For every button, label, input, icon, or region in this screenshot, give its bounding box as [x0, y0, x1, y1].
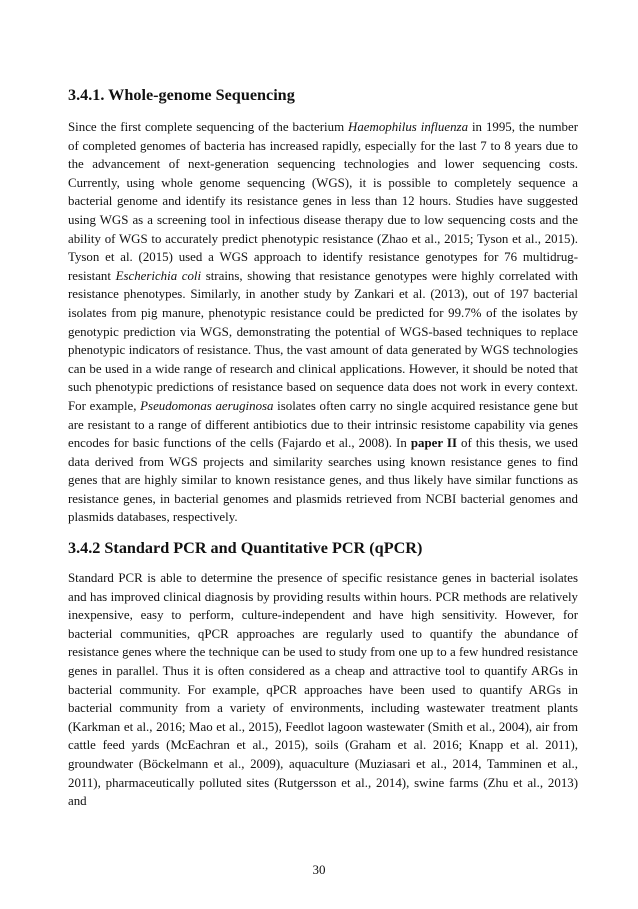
section-heading-pcr: 3.4.2 Standard PCR and Quantitative PCR (qPCR)	[68, 539, 423, 558]
text-run: of this thesis, we used data derived from WGS projects and similarity searches using known resistance genes to find genes that are highly similar to known resistance genes, and thus likely have similar functions as resistance genes, in bacterial genomes and plasmids retrieved from NCBI bacterial genomes and plasmids databases, respectively.	[68, 436, 578, 525]
section-heading-whole-genome-sequencing: 3.4.1. Whole-genome Sequencing	[68, 86, 295, 104]
species-name-haemophilus: Haemophilus influenza	[348, 120, 469, 134]
text-run: Since the first complete sequencing of the bacterium	[68, 120, 349, 134]
text-run: strains, showing that resistance genotypes were highly correlated with resistance phenotypes. Similarly, in another study by Zankari et al. (2013), out of 197 bacterial isolates from pig manure, phenotypic resistance could be predicted for 99.7% of the isolates by genotypic prediction via WGS, demonstrating the potential of WGS-based techniques to replace phenotypic indicators of resistance. Thus, the vast amount of data generated by WGS technologies can be used in a wide range of research and clinical applications. However, it should be noted that such phenotypic predictions of resistance based on sequence data does not work in every context. For example,	[68, 268, 579, 413]
species-name-pseudomonas: Pseudomonas aeruginosa	[140, 398, 274, 413]
page-number: 30	[312, 862, 326, 877]
page-content	[68, 84, 578, 811]
text-run: isolates often carry no single acquired resistance gene but are resistant to a range of different antibiotics due to their intrinsic resistome capability via genes encodes for basic functions of the cells (Fajardo et al., 2008). In	[68, 398, 578, 451]
paragraph-whole-genome-sequencing	[68, 118, 578, 527]
species-name-escherichia: Escherichia coli	[115, 268, 202, 283]
paragraph-pcr: Standard PCR is able to determine the presence of specific resistance genes in bacterial isolates and has improved clinical diagnosis by providing results within hours. PCR methods are relatively inexpensive, easy to perform, culture-independent and have high sensitivity. However, for bacterial communities, qPCR approaches are regularly used to quantify the abundance of resistance genes where the technique can be used to study from one up to a few hundred resistance genes in parallel. Thus it is often considered as a cheap and attractive tool to quantify ARGs in bacterial community. For example, qPCR approaches have been used to quantify ARGs in bacterial community from a variety of environments, including wastewater treatment plants (Karkman et al., 2016; Mao et al., 2015), Feedlot lagoon wastewater (Smith et al., 2004), air from cattle feed yards (McEachran et al., 2015), soils (Graham et al. 2016; Knapp et al. 2011), groundwater (Böckelmann et al., 2009), aquaculture (Muziasari et al., 2014, Tamminen et al., 2011), pharmaceutically polluted sites (Rutgersson et al., 2014), swine farms (Zhu et al., 2013) and	[68, 571, 578, 809]
paper-reference: paper II	[410, 436, 457, 451]
text-run: in 1995, the number of completed genomes of bacteria has increased rapidly, especially for the last 7 to 8 years due to the advancement of next-generation sequencing technologies and lower sequencing costs. Currently, using whole genome sequencing (WGS), it is possible to completely sequence a bacterial genome and identify its resistance genes in less than 12 hours. Studies have suggested using WGS as a screening tool in infectious disease therapy due to low sequencing costs and the ability of WGS to accurately predict phenotypic resistance (Zhao et al., 2015; Tyson et al., 2015). Tyson et al. (2015) used a WGS approach to identify resistance genotypes for 76 multidrug-resistant	[68, 120, 578, 283]
